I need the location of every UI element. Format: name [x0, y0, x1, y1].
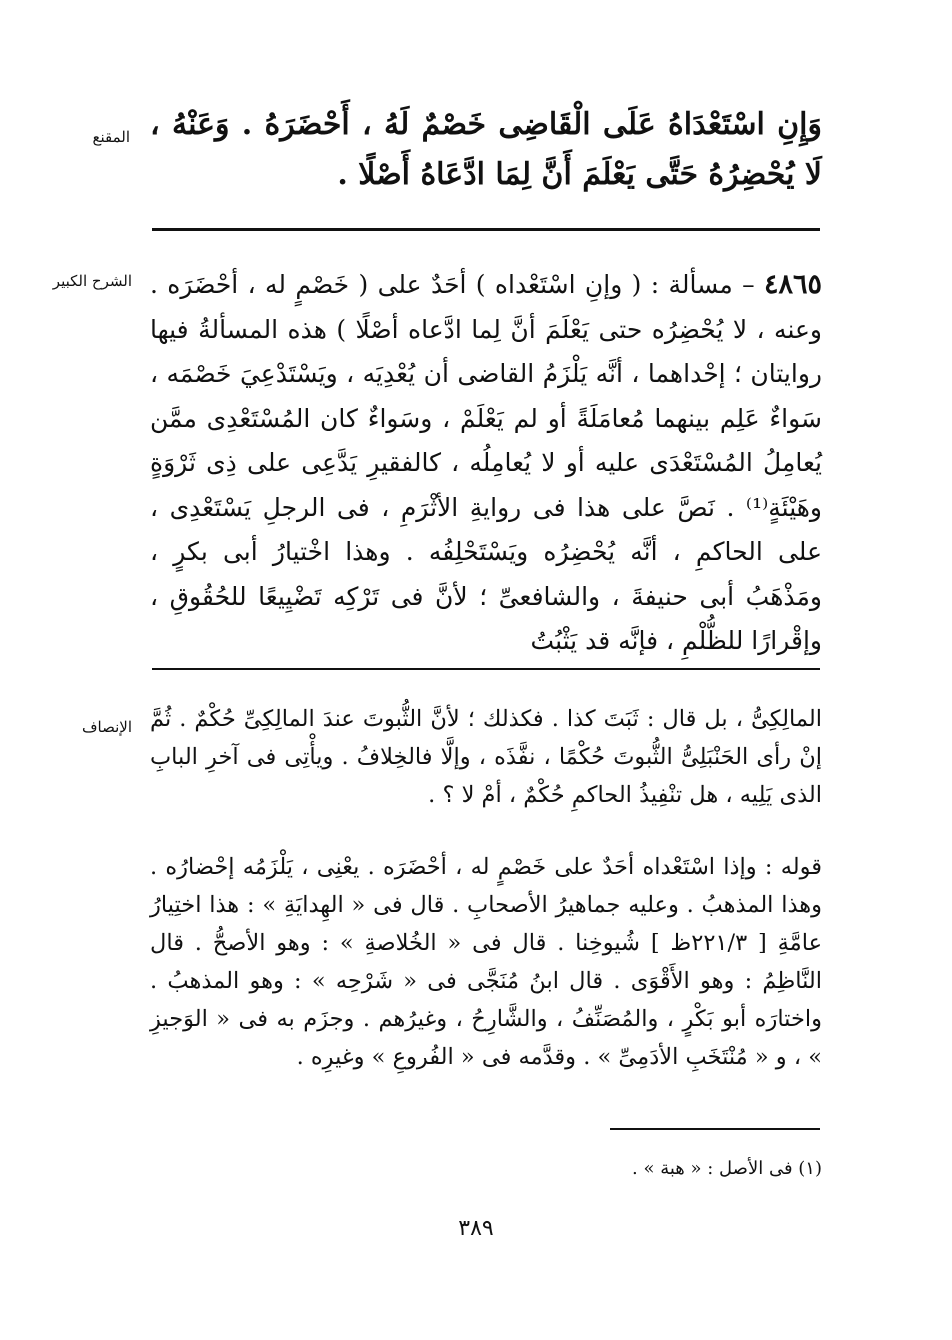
issue-number: ٤٨٦٥: [763, 269, 822, 300]
section-divider-middle: [152, 668, 820, 670]
sharh-text: [150, 263, 822, 664]
page-number: ٣٨٩: [458, 1216, 494, 1241]
insaf-paragraph-2-end: شُيوخِنا . قال فى « الخُلاصةِ » : وهو الأصحُّ . قال النَّاظِمُ : وهو الأَقْوَى . قال ابنُ مُنَجَّى فى « شَرْحِه » : وهو المذهبُ . واختارَه أبو بَكْرٍ ، والمُصَنِّفُ ، والشَّارِحُ ، وغيرُهم . وجزَم به فى « الوَجيزِ » ، و « مُنْتَخَبِ الأدَمِىِّ » . وقدَّمه فى « الفُروعِ » وغيرِه .: [150, 930, 822, 1070]
insaf-paragraph-1: المالِكِىُّ ، بل قال : ثَبَتَ كذا . فكذلك ؛ لأنَّ الثُّبوتَ عندَ المالِكِىِّ حُكْمٌ . ثُمَّ إنْ رأى الحَنْبَلِىُّ الثُّبوتَ حُكْمًا ، نفَّذَه ، وإلَّا فالخِلافُ . ويأْتِى فى آخرِ البابِ الذى يَلِيه ، هل تنْفِيذُ الحاكمِ حُكْمٌ ، أمْ لا ؟ .: [150, 706, 822, 808]
margin-label-muqni: المقنع: [92, 128, 130, 146]
footnote-divider: [610, 1128, 820, 1130]
insaf-paragraph-2: [150, 848, 822, 1076]
section-divider-top: [152, 228, 820, 231]
manuscript-folio-reference: [ ٢٢١/٣ظ ]: [650, 930, 767, 956]
margin-label-insaf: الإنصاف: [81, 718, 132, 736]
sharh-body: – مسألة : ( وإنِ اسْتَعْداه ) أحَدٌ على ( خَصْمٍ له ، أحْضَرَه . وعنه ، لا يُحْضِرُه حتى يَعْلَمَ أنَّ لِما ادَّعاه أصْلًا ) هذه المسألةُ فيها روايتان ؛ إحْداهما ، أنَّه يَلْزَمُ القاضى أن يُعْدِيَه ، ويَسْتَدْعِيَ خَصْمَه ، سَواءٌ عَلِم بينهما مُعامَلَةً أو لم يَعْلَمْ ، وسَواءٌ كان المُسْتَعْدِى ممَّن يُعامِلُ المُسْتَعْدَى عليه أو لا يُعامِلُه ، كالفقيرِ يَدَّعِى على ذِى ثَرْوَةٍ وهَيْئَةٍ⁽¹⁾ . نَصَّ على هذا فى روايةِ الأثْرَمِ ، فى الرجلِ يَسْتَعْدِى ، على الحاكمِ ، أنَّه يُحْضِرُه ويَسْتَحْلِفُه . وهذا اخْتيارُ أبى بكرٍ ، ومَذْهَبُ أبى حنيفةَ ، والشافعىِّ ؛ لأنَّ فى تَرْكِه تَضْيِيعًا للحُقُوقِ ، وإقْرارًا للظُّلْمِ ، فإنَّه قد يَثْبُتُ: [150, 270, 822, 655]
muqni-text: وَإِنِ اسْتَعْدَاهُ عَلَى الْقَاضِى خَصْمٌ لَهُ ، أَحْضَرَهُ . وَعَنْهُ ، لَا يُحْضِرُهُ حَتَّى يَعْلَمَ أَنَّ لِمَا ادَّعَاهُ أَصْلًا .: [150, 107, 822, 192]
insaf-paragraph-2-start: قوله : وإذا اسْتَعْداه أحَدٌ على خَصْمٍ له ، أحْضَرَه . يعْنِى ، يَلْزَمُه إحْضارُه . وهذا المذهبُ . وعليه جماهيرُ الأصحابِ . قال فى « الهِدايَةِ » : هذا اختِيارُ عامَّةِ: [150, 854, 822, 956]
margin-label-sharh: الشرح الكبير: [52, 272, 132, 290]
footnote: (١) فى الأصل : « هبة » .: [632, 1158, 822, 1179]
